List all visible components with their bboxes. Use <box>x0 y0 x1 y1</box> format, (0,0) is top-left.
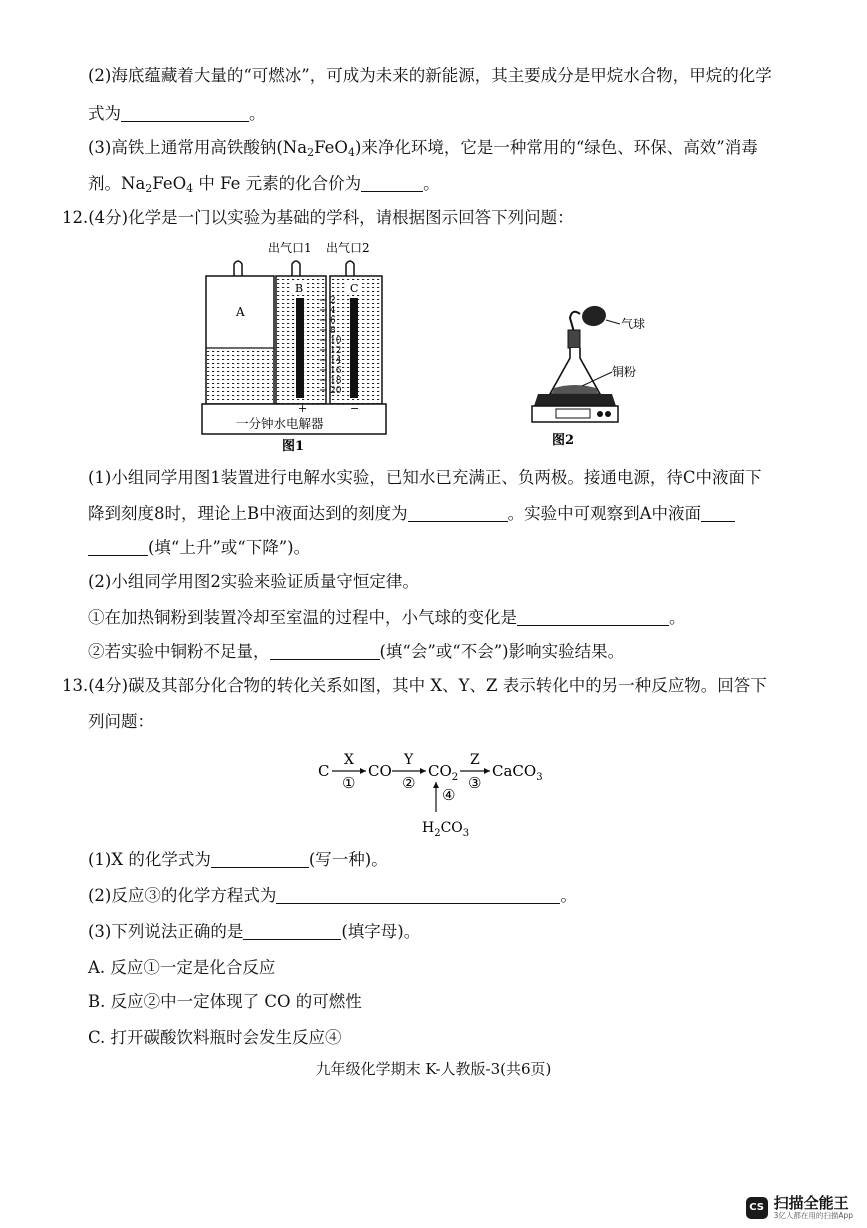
answer-blank-methane-formula[interactable] <box>121 103 249 122</box>
plus-sign: + <box>298 402 308 415</box>
q11-part3-text-a: (3)高铁上通常用高铁酸钠(Na <box>88 138 308 157</box>
q12-heading: 12.(4分)化学是一门以实验为基础的学科，请根据图示回答下列问题： <box>62 208 574 227</box>
page-footer: 九年级化学期末 K-人教版-3(共6页) <box>315 1060 552 1078</box>
subscript: 4 <box>186 182 194 195</box>
q11-part3-text-f: 中 Fe 元素的化合价为 <box>193 174 362 193</box>
q13-heading-line2: 列问题： <box>88 712 154 731</box>
q12-part2-i <box>88 606 686 630</box>
q13-part3-suffix: (填字母)。 <box>341 922 421 941</box>
minus-sign: − <box>350 402 360 415</box>
q12-part1-line3 <box>88 536 310 560</box>
figure1-electrolyzer <box>196 238 396 460</box>
scale-label: 2 <box>330 296 336 306</box>
q13-part3 <box>88 920 420 944</box>
figure2-caption: 图2 <box>552 433 575 448</box>
answer-blank-a-level-part2[interactable] <box>88 537 148 556</box>
q13-part2-text: (2)反应③的化学方程式为 <box>88 886 277 905</box>
subscript: 2 <box>145 182 153 195</box>
answer-blank-reaction3-equation[interactable] <box>276 885 560 904</box>
answer-blank-balloon-change[interactable] <box>517 607 669 626</box>
answer-blank-correct-option[interactable] <box>243 921 341 940</box>
device-label: 一分钟水电解器 <box>236 416 324 431</box>
q13-option-a: A. 反应①一定是化合反应 <box>88 958 276 977</box>
scale-label: 20 <box>330 386 342 396</box>
q11-part3-suffix: 。 <box>423 174 440 193</box>
q13-option-b: B. 反应②中一定体现了 CO 的可燃性 <box>88 992 362 1011</box>
balloon-label: 气球 <box>621 317 646 331</box>
watermark-text <box>774 1195 853 1220</box>
q13-part1 <box>88 848 388 872</box>
camscanner-logo-icon: CS <box>746 1197 768 1219</box>
reaction-2-label: ② <box>402 774 416 792</box>
watermark-app-name: 扫描全能王 <box>773 1194 849 1213</box>
q11-part3-line2 <box>88 172 440 196</box>
scale-label: 8 <box>330 326 336 336</box>
q11-part3-text-e: FeO <box>152 174 187 193</box>
scale-label: 14 <box>330 356 342 366</box>
q12-part1-line2 <box>88 502 735 526</box>
scale-label: 16 <box>330 366 342 376</box>
label-a: A <box>236 305 245 319</box>
label-c: C <box>350 282 359 295</box>
q12-part1-text-c: (填“上升”或“下降”)。 <box>148 538 311 557</box>
species-caco3: CaCO$_3$ <box>492 762 543 783</box>
q12-part2ii-suffix: (填“会”或“不会”)影响实验结果。 <box>379 642 625 661</box>
answer-blank-b-level[interactable] <box>408 503 508 522</box>
species-c: C <box>318 762 330 780</box>
q12-part1-line1: (1)小组同学用图1装置进行电解水实验，已知水已充满正、负两极。接通电源，待C中液面下 <box>88 468 762 487</box>
q11-part3-text-d: 剂。Na <box>88 174 146 193</box>
scale-label: 6 <box>330 316 336 326</box>
q12-part1-text-a: 降到刻度8时，理论上B中液面达到的刻度为 <box>88 504 408 523</box>
scale-label: 18 <box>330 376 342 386</box>
answer-blank-fe-valence[interactable] <box>361 173 423 192</box>
balance-icon <box>534 394 616 406</box>
scale-label: 12 <box>330 346 342 356</box>
q12-part2i-suffix: 。 <box>669 608 686 627</box>
outlet2-label: 出气口2 <box>326 241 370 255</box>
reactant-z: Z <box>470 752 480 768</box>
label-b: B <box>295 282 304 295</box>
figure1-caption: 图1 <box>282 439 305 454</box>
species-h2co3: $H_2CO_3$ <box>422 820 470 838</box>
q12-part2ii-text: ②若实验中铜粉不足量， <box>88 642 270 661</box>
nozzle-icon <box>234 261 354 276</box>
q11-part3-text-b: FeO <box>314 138 348 157</box>
species-co2: $CO_2$ <box>428 762 459 783</box>
scale-label: 4 <box>330 306 336 316</box>
answer-blank-x-formula[interactable] <box>211 849 309 868</box>
q13-option-c: C. 打开碳酸饮料瓶时会发生反应④ <box>88 1028 342 1047</box>
reactant-x: X <box>344 752 354 768</box>
subscript: 2 <box>307 146 315 159</box>
electrode-positive <box>296 298 304 398</box>
q13-part3-text: (3)下列说法正确的是 <box>88 922 244 941</box>
answer-blank-a-level-part1[interactable] <box>701 503 735 522</box>
q12-part2-ii <box>88 640 624 664</box>
q13-part1-suffix: (写一种)。 <box>308 850 388 869</box>
copper-label: 铜粉 <box>612 365 637 379</box>
reaction-4-label: ④ <box>442 786 456 804</box>
q11-part2-line1: (2)海底蕴藏着大量的“可燃冰”，可成为未来的新能源，其主要成分是甲烷水合物，甲烷的化学 <box>88 66 772 85</box>
reactant-y: Y <box>404 752 414 768</box>
q12-part1-text-b: 。实验中可观察到A中液面 <box>507 504 702 523</box>
scale-label: 10 <box>330 336 342 346</box>
q13-heading-line1: 13.(4分)碳及其部分化合物的转化关系如图，其中 X、Y、Z 表示转化中的另一种反应物。回答下 <box>62 676 767 695</box>
scanner-watermark <box>746 1195 853 1220</box>
q11-part2-prefix: 式为 <box>88 104 121 123</box>
q13-part1-text: (1)X 的化学式为 <box>88 850 211 869</box>
outlet1-label: 出气口1 <box>268 241 312 255</box>
figure2-flask <box>520 296 700 452</box>
q11-part2-suffix: 。 <box>249 104 266 123</box>
carbon-conversion-diagram <box>318 742 558 838</box>
electrode-negative <box>350 298 358 398</box>
q11-part3-text-c: )来净化环境，它是一种常用的“绿色、环保、高效”消毒 <box>354 138 758 157</box>
q13-part2-suffix: 。 <box>560 886 577 905</box>
answer-blank-copper-effect[interactable] <box>270 641 380 660</box>
q13-part2 <box>88 884 577 908</box>
balloon-icon <box>580 304 607 328</box>
reaction-3-label: ③ <box>468 774 482 792</box>
q12-part2-line: (2)小组同学用图2实验来验证质量守恒定律。 <box>88 572 419 591</box>
species-co: CO <box>368 762 392 780</box>
q11-part3-line1 <box>88 136 758 160</box>
q12-part2i-text: ①在加热铜粉到装置冷却至室温的过程中，小气球的变化是 <box>88 608 517 627</box>
reaction-1-label: ① <box>342 774 356 792</box>
q11-part2-line2 <box>88 102 266 126</box>
subscript: 4 <box>347 146 355 159</box>
watermark-tagline: 3亿人都在用的扫描App <box>773 1210 853 1220</box>
